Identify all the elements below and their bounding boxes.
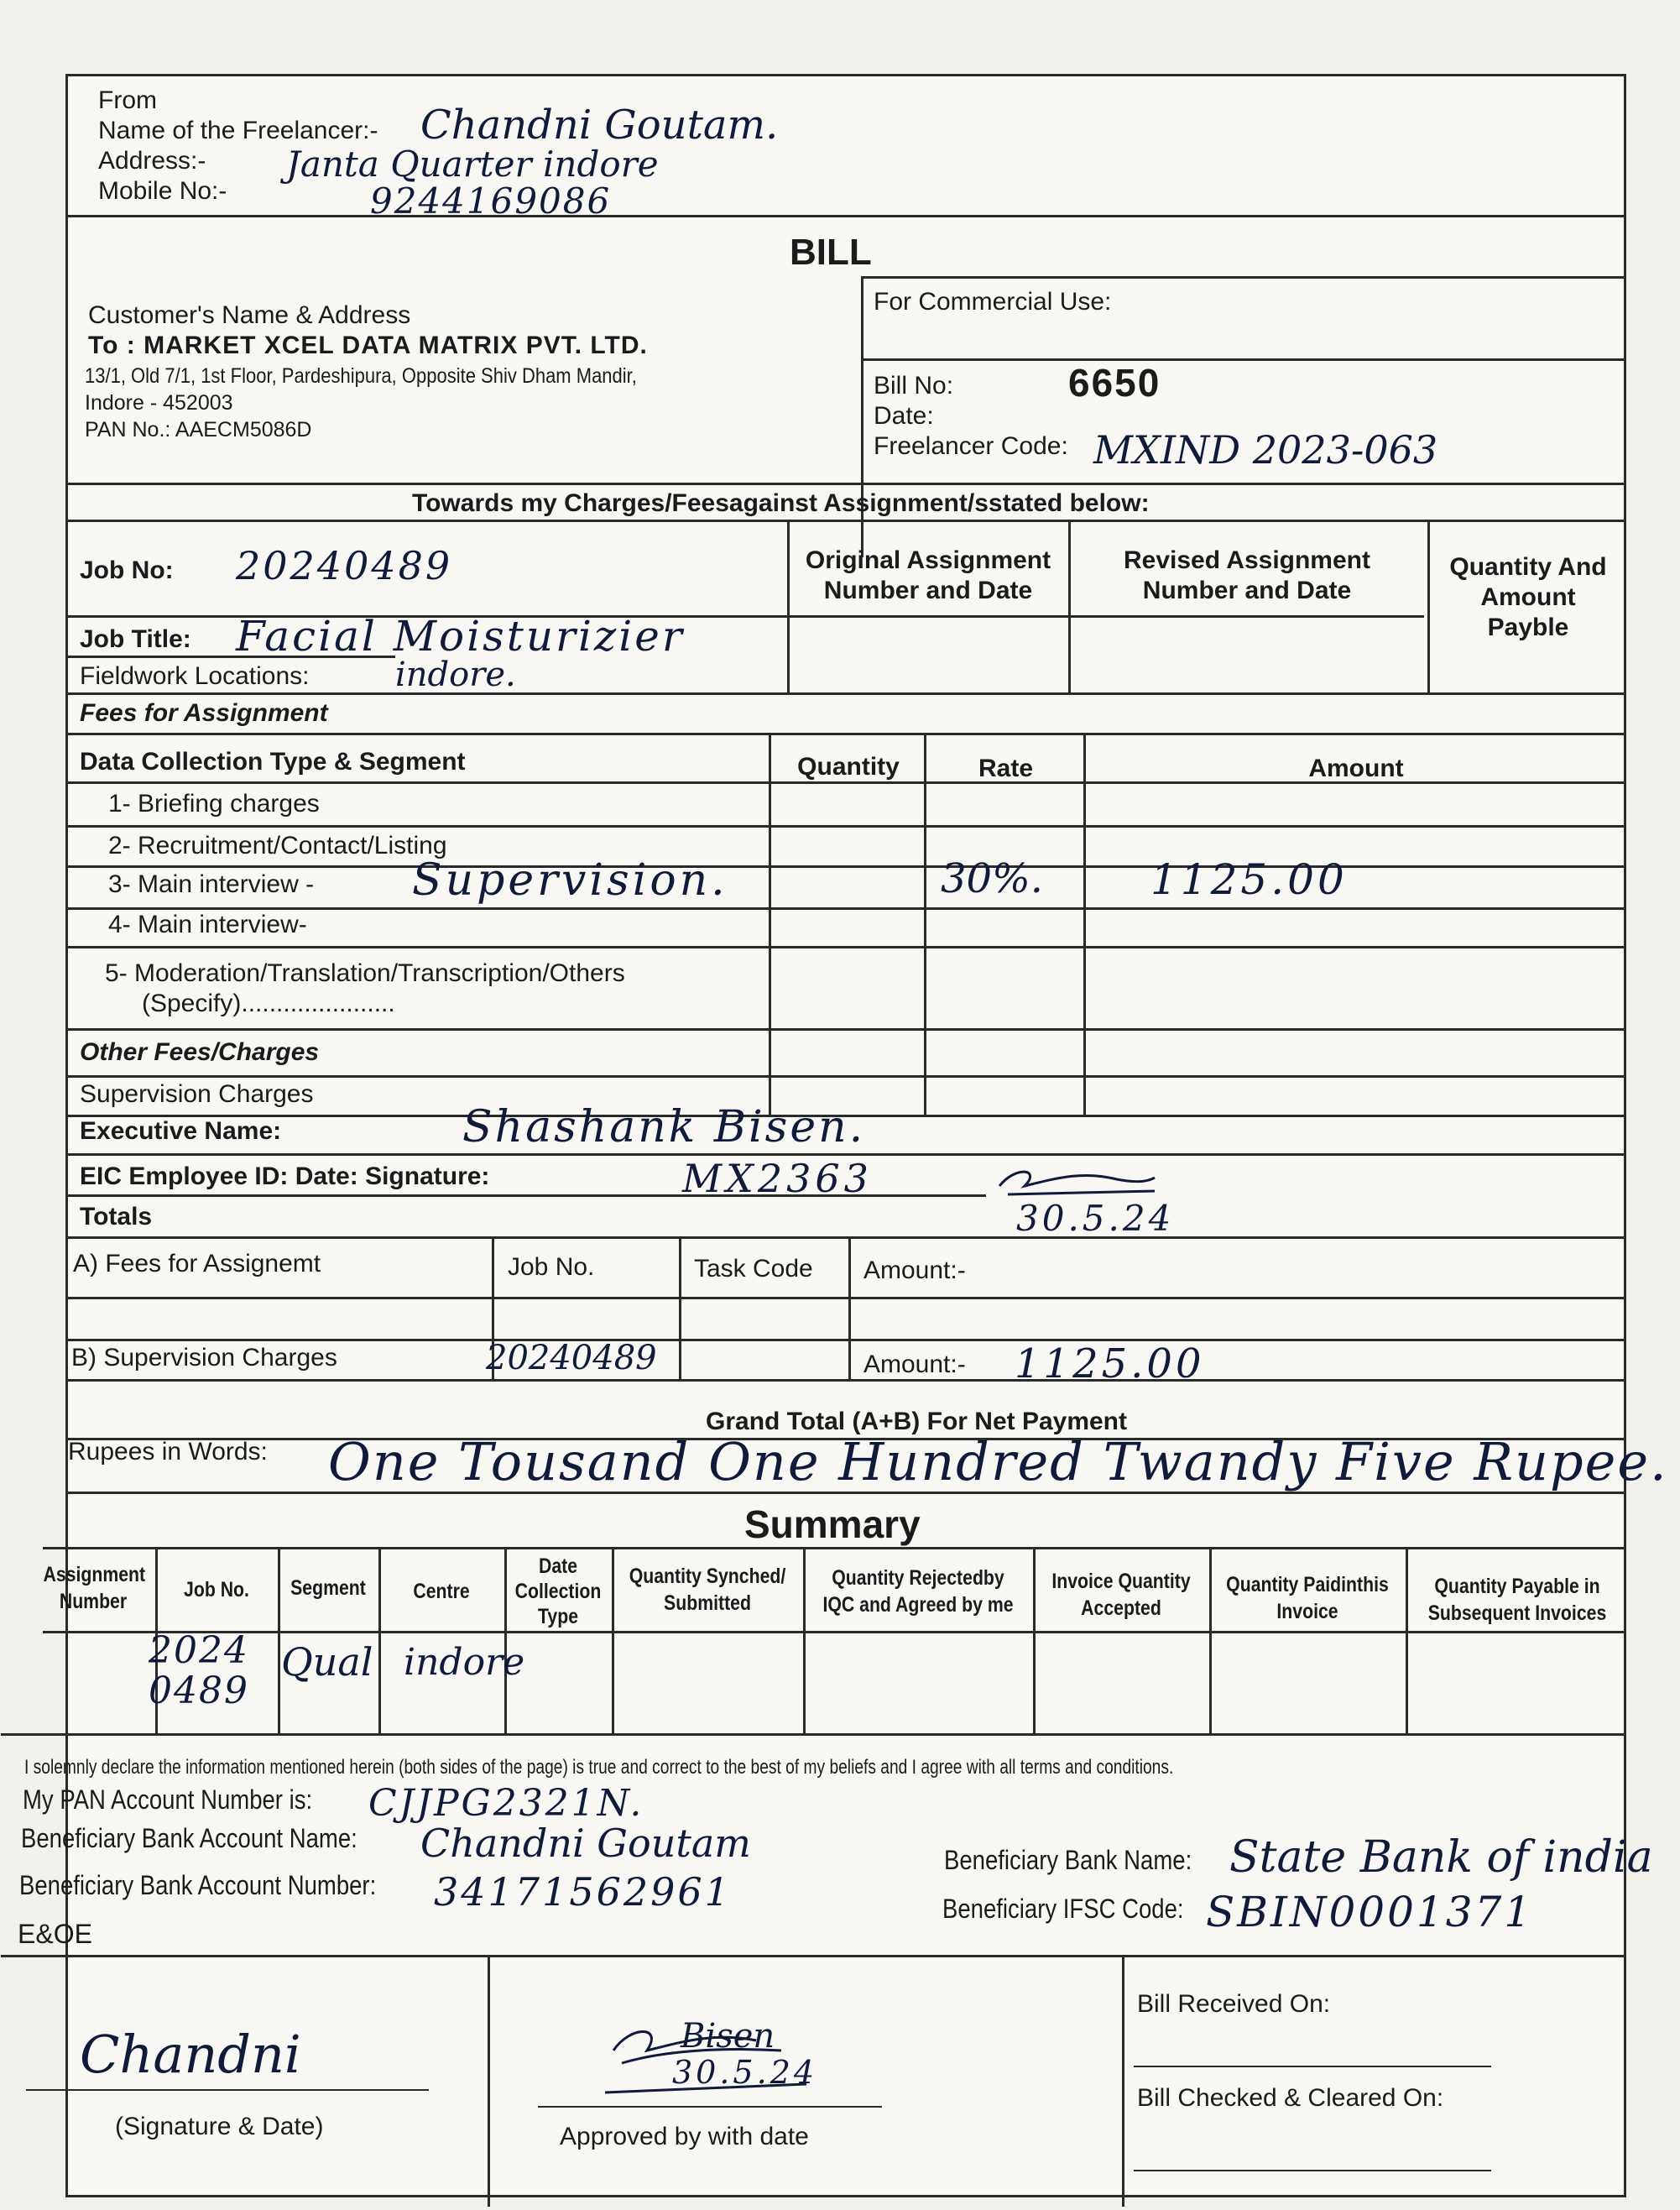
summary-header: Date (538, 1554, 578, 1578)
freelancer-name-label: Name of the Freelancer:- (98, 117, 378, 144)
pan-value: CJJPG2321N. (368, 1782, 644, 1825)
fee-item: 3- Main interview - (108, 870, 315, 898)
commercial-heading: For Commercial Use: (874, 288, 1112, 316)
totals-b-job-no: 20240489 (486, 1339, 657, 1377)
summary-header: Quantity Paidinthis (1226, 1573, 1389, 1596)
fee-item-handwritten: Supervision. (412, 855, 728, 906)
approval-date: 30.5.24 (672, 2054, 818, 2091)
totals-amount-label: Amount:- (863, 1257, 966, 1284)
totals-task-code-label: Task Code (694, 1255, 813, 1283)
summary-header: Quantity Payable in (1434, 1575, 1600, 1598)
totals-heading: Totals (80, 1203, 153, 1230)
totals-b-amount: 1125.00 (1015, 1340, 1205, 1387)
original-assignment-1: Original Assignment (805, 546, 1051, 574)
freelancer-code-value: MXIND 2023-063 (1093, 427, 1438, 473)
eic-id-value: MX2363 (682, 1156, 873, 1201)
bank-name-label: Beneficiary Bank Name: (944, 1845, 1192, 1875)
pan-label: My PAN Account Number is: (23, 1784, 313, 1815)
totals-job-no-label: Job No. (508, 1253, 595, 1281)
summary-segment: Qual (281, 1639, 373, 1685)
fee-item-specify: (Specify)...................... (142, 990, 395, 1017)
declaration-text: I solemnly declare the information mentioned herein (both sides of the page) is true and correct to the best of my beliefs and I agree with all terms and conditions. (24, 1756, 1174, 1779)
summary-header: Quantity Rejectedby (832, 1566, 1004, 1590)
bill-no-value: 6650 (1068, 361, 1161, 405)
fieldwork-value: indore. (395, 656, 516, 694)
account-name-value: Chandni Goutam (420, 1821, 751, 1866)
summary-job-no-1: 2024 (149, 1629, 249, 1672)
revised-assignment-2: Number and Date (1142, 577, 1352, 604)
address-label: Address:- (98, 147, 206, 175)
fee-item-rate: 30%. (941, 855, 1043, 902)
rupees-in-words-value: One Tousand One Hundred Twandy Five Rupee. (328, 1431, 1668, 1492)
bill-title: BILL (790, 232, 872, 273)
summary-header: Type (537, 1605, 579, 1628)
executive-signature (991, 1161, 1159, 1203)
fee-item: 1- Briefing charges (108, 790, 320, 818)
bill-no-label: Bill No: (874, 372, 954, 400)
customer-address-1: 13/1, Old 7/1, 1st Floor, Pardeshipura, Opposite Shiv Dham Mandir, (85, 364, 637, 388)
col-data-collection: Data Collection Type & Segment (80, 748, 466, 776)
date-label: Date: (874, 402, 934, 430)
account-number-label: Beneficiary Bank Account Number: (19, 1870, 377, 1900)
summary-header: Collection (514, 1580, 602, 1603)
job-no-value: 20240489 (236, 543, 453, 588)
other-fees-heading: Other Fees/Charges (80, 1038, 320, 1066)
signature-caption: (Signature & Date) (115, 2113, 324, 2140)
bill-form (18, 74, 1668, 2197)
address-value: Janta Quarter indore (286, 144, 659, 185)
mobile-label: Mobile No:- (98, 177, 227, 205)
job-title-value: Facial Moisturizier (236, 612, 685, 661)
eic-label: EIC Employee ID: Date: Signature: (80, 1162, 490, 1190)
summary-header: Invoice (1276, 1600, 1338, 1623)
customer-pan: PAN No.: AAECM5086D (85, 418, 312, 441)
customer-address-2: Indore - 452003 (85, 391, 233, 415)
summary-header: Accepted (1081, 1596, 1161, 1620)
fieldwork-label: Fieldwork Locations: (80, 662, 310, 690)
executive-sign-date: 30.5.24 (1016, 1198, 1175, 1239)
summary-header: Invoice Quantity (1051, 1570, 1191, 1593)
executive-name-value: Shashank Bisen. (462, 1102, 866, 1152)
customer-to-line: To : MARKET XCEL DATA MATRIX PVT. LTD. (88, 332, 648, 359)
summary-centre: indore (404, 1641, 525, 1684)
account-number-value: 34171562961 (434, 1869, 732, 1915)
summary-header: Segment (290, 1576, 366, 1600)
summary-header: Number (59, 1590, 128, 1613)
summary-header: Submitted (664, 1591, 751, 1615)
summary-header: Quantity Synched/ (629, 1565, 786, 1588)
from-label: From (98, 86, 157, 114)
fee-item: 2- Recruitment/Contact/Listing (108, 832, 447, 859)
freelancer-name-value: Chandni Goutam. (420, 102, 779, 149)
revised-assignment-1: Revised Assignment (1124, 546, 1370, 574)
towards-heading: Towards my Charges/Feesagainst Assignment/sstated below: (412, 489, 1150, 517)
summary-job-no-2: 0489 (149, 1669, 249, 1712)
totals-b-amount-label: Amount:- (863, 1351, 966, 1378)
qty-amount-3: Payble (1487, 614, 1569, 641)
rupees-in-words-label: Rupees in Words: (68, 1438, 268, 1465)
customer-heading: Customer's Name & Address (88, 301, 411, 329)
totals-b-label: B) Supervision Charges (71, 1344, 337, 1371)
qty-amount-2: Amount (1480, 583, 1576, 611)
grand-total-label: Grand Total (A+B) For Net Payment (706, 1408, 1128, 1435)
ifsc-value: SBIN0001371 (1206, 1888, 1534, 1936)
approved-caption: Approved by with date (560, 2123, 809, 2150)
freelancer-signature: Chandni (80, 2024, 301, 2085)
mobile-value: 9244169086 (370, 180, 612, 222)
bill-checked-label: Bill Checked & Cleared On: (1137, 2084, 1444, 2112)
fees-heading: Fees for Assignment (80, 699, 328, 727)
summary-title: Summary (744, 1502, 921, 1546)
col-rate: Rate (978, 755, 1034, 782)
col-amount: Amount (1308, 755, 1404, 782)
executive-name-label: Executive Name: (80, 1117, 282, 1145)
summary-header: Centre (413, 1580, 470, 1603)
bill-received-label: Bill Received On: (1137, 1990, 1331, 2018)
totals-a-label: A) Fees for Assignemt (73, 1250, 321, 1277)
eoe-label: E&OE (18, 1919, 92, 1949)
fee-item-amount: 1125.00 (1150, 855, 1348, 904)
summary-header: IQC and Agreed by me (822, 1593, 1014, 1617)
job-title-label: Job Title: (80, 625, 191, 653)
ifsc-label: Beneficiary IFSC Code: (942, 1894, 1184, 1924)
fee-item: 4- Main interview- (108, 911, 307, 938)
qty-amount-1: Quantity And (1449, 553, 1607, 581)
col-quantity: Quantity (797, 753, 900, 781)
summary-header: Assignment (43, 1563, 146, 1586)
summary-header: Job No. (184, 1578, 249, 1601)
bank-name-value: State Bank of india (1229, 1832, 1653, 1883)
account-name-label: Beneficiary Bank Account Name: (21, 1823, 357, 1853)
job-no-label: Job No: (80, 556, 174, 584)
freelancer-code-label: Freelancer Code: (874, 432, 1068, 460)
summary-header: Subsequent Invoices (1427, 1601, 1607, 1625)
fee-item: 5- Moderation/Translation/Transcription/Others (105, 959, 625, 987)
original-assignment-2: Number and Date (823, 577, 1033, 604)
approval-signature-name: Bisen (681, 2017, 775, 2056)
supervision-charges-label: Supervision Charges (80, 1080, 314, 1108)
